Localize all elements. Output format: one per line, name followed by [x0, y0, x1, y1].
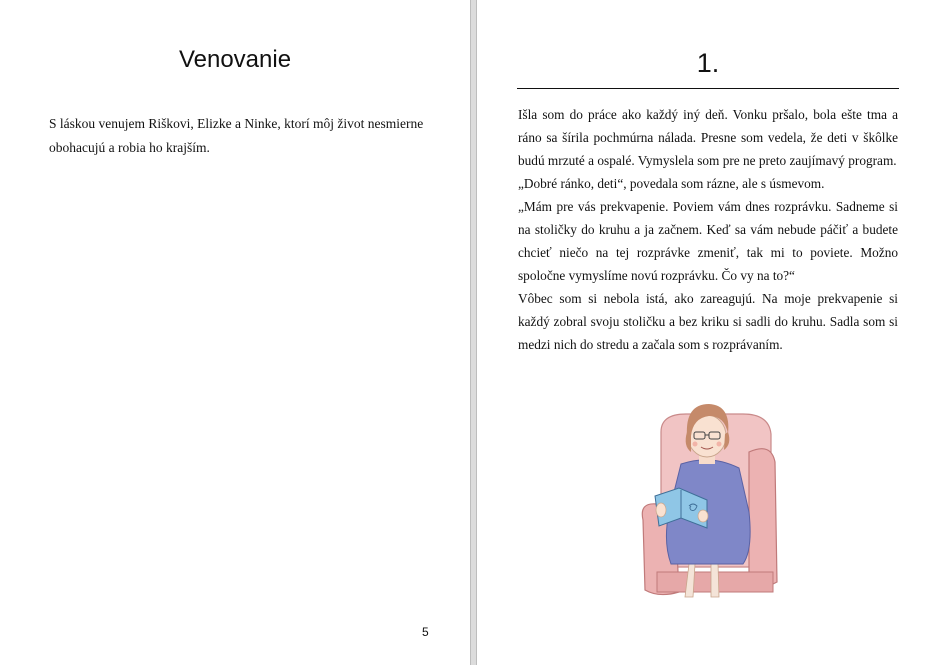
- paragraph: „Dobré ránko, deti“, povedala som rázne, ale s úsmevom.: [518, 176, 825, 191]
- page-number: 5: [422, 625, 429, 639]
- woman-reading-illustration: [631, 392, 787, 602]
- chapter-divider: [517, 88, 899, 89]
- chapter-body: [518, 103, 898, 356]
- right-page: [476, 0, 945, 665]
- dedication-text: S láskou venujem Riškovi, Elizke a Ninke, ktorí môj život nesmierne obohacujú a robia ho krajším.: [49, 116, 424, 155]
- left-page: [0, 0, 471, 665]
- paragraph: „Mám pre vás prekvapenie. Poviem vám dnes rozprávku. Sadneme si na stoličky do kruhu a ja začnem. Keď sa vám nebude páčiť a budete chcieť niečo na tej rozprávke zmeniť, tak mi to poviete. Možno spoločne vymyslíme novú rozprávku. Čo vy na to?“: [518, 199, 898, 283]
- paragraph: Išla som do práce ako každý iný deň. Vonku pršalo, bola ešte tma a ráno sa šírila pochmúrna nálada. Presne som vedela, že deti v škôlke budú mrzuté a ospalé. Vymyslela som pre ne preto zaujímavý program.: [518, 107, 898, 168]
- chapter-number: 1.: [696, 48, 720, 78]
- paragraph: Vôbec som si nebola istá, ako zareagujú. Na moje prekvapenie si každý zobral svoju stoličku a bez kriku si sadli do kruhu. Sadla som si medzi nich do stredu a začala som s rozprávaním.: [518, 291, 898, 352]
- dedication-heading: Venovanie: [178, 46, 292, 73]
